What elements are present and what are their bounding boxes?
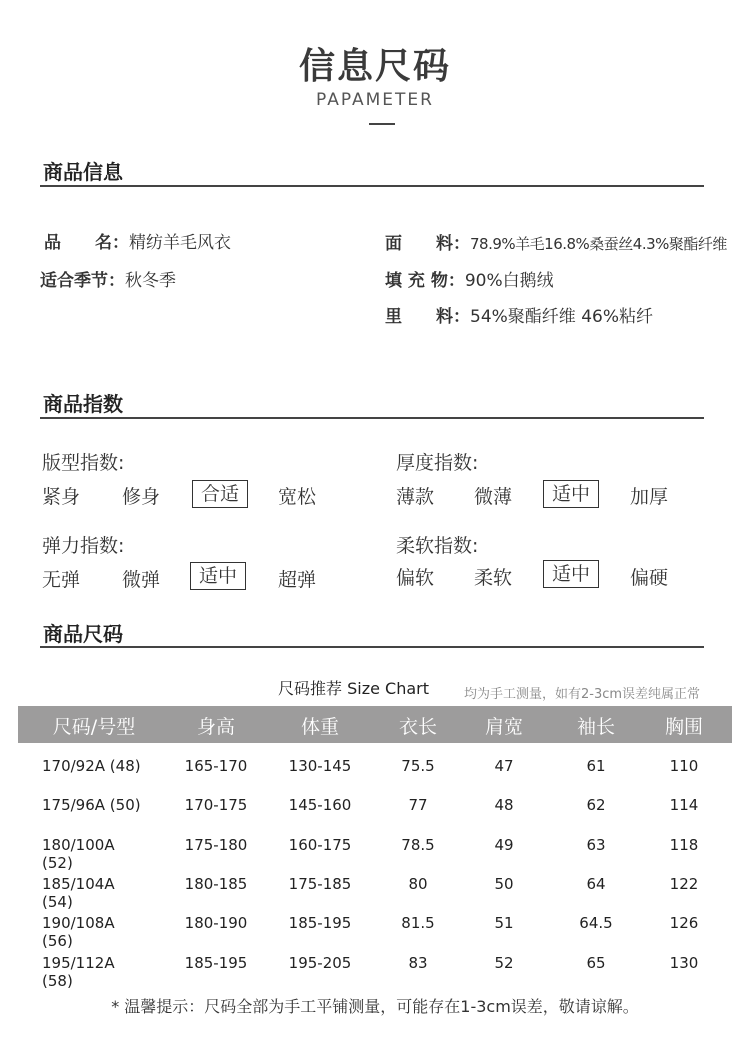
- table-cell: 180-190: [184, 914, 248, 932]
- table-cell: 118: [669, 836, 699, 854]
- table-cell: 185-195: [184, 954, 248, 972]
- index-option: 柔软: [474, 567, 513, 589]
- footer-tip: * 温馨提示：尺码全部为手工平铺测量，可能存在1-3cm误差，敬请谅解。: [111, 997, 639, 1016]
- table-cell: 175-180: [184, 836, 248, 854]
- table-cell: 63: [586, 836, 606, 854]
- index-title-fit: 版型指数:: [42, 452, 125, 474]
- index-option: 无弹: [42, 569, 81, 591]
- table-cell: 130-145: [288, 757, 352, 775]
- table-cell: 185-195: [288, 914, 352, 932]
- info-label: 适合季节：: [40, 271, 125, 291]
- table-cell: 190/108A (56): [42, 914, 115, 950]
- table-cell: 77: [408, 796, 428, 814]
- index-option: 微弹: [122, 569, 161, 591]
- table-cell: 195-205: [288, 954, 352, 972]
- index-option-selected: 合适: [192, 480, 248, 508]
- info-fabric: [385, 229, 727, 254]
- index-option-selected: 适中: [190, 562, 246, 590]
- title-divider: [369, 123, 395, 125]
- info-season: [40, 266, 176, 291]
- table-cell: 175/96A (50): [42, 796, 141, 814]
- table-cell: 165-170: [184, 757, 248, 775]
- table-cell: 64: [586, 875, 606, 893]
- table-cell: 62: [586, 796, 606, 814]
- table-cell: 160-175: [288, 836, 352, 854]
- column-header: 胸围: [664, 716, 703, 738]
- index-option: 超弹: [278, 569, 317, 591]
- table-cell: 64.5: [579, 914, 613, 932]
- info-name: [44, 228, 231, 253]
- index-title-elasticity: 弹力指数:: [42, 535, 125, 557]
- table-cell: 48: [494, 796, 514, 814]
- section-divider: [40, 417, 704, 419]
- section-divider: [40, 646, 704, 648]
- size-chart-note: 均为手工测量，如有2-3cm误差纯属正常: [464, 687, 701, 702]
- table-cell: 110: [669, 757, 699, 775]
- info-value: 精纺羊毛风衣: [129, 233, 231, 253]
- index-option: 偏软: [396, 567, 435, 589]
- index-option: 宽松: [278, 486, 317, 508]
- index-option: 偏硬: [630, 567, 669, 589]
- table-cell: 122: [669, 875, 699, 893]
- index-title-thickness: 厚度指数:: [396, 452, 479, 474]
- table-cell: 81.5: [401, 914, 435, 932]
- page-title: 信息尺码: [298, 46, 451, 87]
- info-label: 品 名：: [44, 233, 129, 253]
- table-cell: 51: [494, 914, 514, 932]
- table-cell: 126: [669, 914, 699, 932]
- table-cell: 52: [494, 954, 514, 972]
- section-title-size: 商品尺码: [43, 622, 123, 646]
- index-option-selected: 适中: [543, 560, 599, 588]
- table-cell: 130: [669, 954, 699, 972]
- table-cell: 80: [408, 875, 428, 893]
- info-label: 填 充 物：: [385, 271, 465, 291]
- column-header: 身高: [196, 716, 235, 738]
- index-option: 紧身: [42, 486, 81, 508]
- index-option: 修身: [122, 486, 161, 508]
- table-cell: 180-185: [184, 875, 248, 893]
- table-cell: 75.5: [401, 757, 435, 775]
- table-cell: 180/100A (52): [42, 836, 115, 872]
- table-cell: 47: [494, 757, 514, 775]
- column-header: 尺码/号型: [52, 716, 136, 738]
- index-option: 薄款: [396, 486, 435, 508]
- table-cell: 114: [669, 796, 699, 814]
- table-cell: 185/104A (54): [42, 875, 115, 911]
- table-cell: 65: [586, 954, 606, 972]
- table-cell: 83: [408, 954, 428, 972]
- table-cell: 170-175: [184, 796, 248, 814]
- page-subtitle: PAPAMETER: [316, 90, 434, 110]
- table-cell: 50: [494, 875, 514, 893]
- table-cell: 195/112A (58): [42, 954, 115, 990]
- info-value: 秋冬季: [125, 271, 176, 291]
- column-header: 肩宽: [484, 716, 523, 738]
- index-option: 微薄: [474, 486, 513, 508]
- index-title-softness: 柔软指数:: [396, 535, 479, 557]
- info-lining: [385, 302, 653, 327]
- column-header: 衣长: [398, 716, 437, 738]
- info-value: 78.9%羊毛16.8%桑蚕丝4.3%聚酯纤维: [470, 235, 727, 253]
- info-value: 54%聚酯纤维 46%粘纤: [470, 307, 653, 327]
- info-filling: [385, 266, 554, 291]
- size-chart-caption: 尺码推荐 Size Chart: [278, 679, 429, 698]
- table-cell: 145-160: [288, 796, 352, 814]
- column-header: 体重: [300, 716, 339, 738]
- table-cell: 61: [586, 757, 606, 775]
- info-label: 面 料：: [385, 234, 470, 254]
- column-header: 袖长: [576, 716, 615, 738]
- section-title-indices: 商品指数: [43, 392, 123, 416]
- index-option: 加厚: [630, 486, 669, 508]
- table-cell: 170/92A (48): [42, 757, 141, 775]
- info-label: 里 料：: [385, 307, 470, 327]
- index-option-selected: 适中: [543, 480, 599, 508]
- table-cell: 49: [494, 836, 514, 854]
- info-value: 90%白鹅绒: [464, 271, 554, 291]
- table-cell: 78.5: [401, 836, 435, 854]
- section-divider: [40, 185, 704, 187]
- table-cell: 175-185: [288, 875, 352, 893]
- section-title-product-info: 商品信息: [43, 160, 123, 184]
